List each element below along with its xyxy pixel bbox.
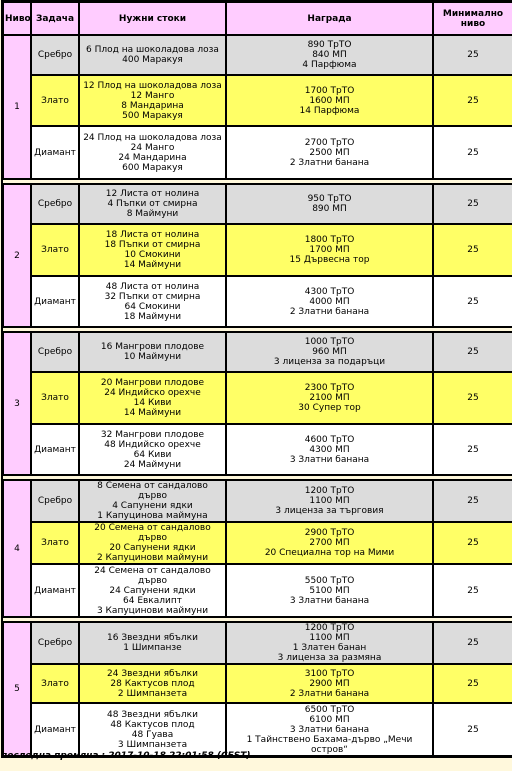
goods-cell: [79, 126, 226, 179]
goods-line: 10 Маймуни: [123, 352, 182, 362]
goods-line: 400 Маракуя: [122, 55, 183, 65]
goods-line: 24 Звездни ябълки: [107, 668, 198, 679]
table-row: [3, 332, 512, 372]
reward-line: 5500 ТрТО: [304, 575, 355, 586]
goods-line: 3 Капуцинови маймуни: [96, 605, 209, 616]
table-row: [3, 224, 512, 276]
goods-line: 24 Индийско орехче: [104, 388, 201, 398]
reward-line: 890 МП: [312, 204, 347, 214]
table-row: [3, 622, 512, 664]
reward-cell: [226, 35, 433, 75]
reward-line: 1800 ТрТО: [304, 235, 355, 245]
goods-line: 48 Индийско орехче: [104, 439, 201, 450]
reward-cell: [226, 564, 433, 617]
min-level-cell: 25: [433, 622, 512, 664]
table-row: [3, 35, 512, 75]
goods-line: 20 Сапунени ядки: [109, 543, 196, 553]
reward-line: 1700 ТрТО: [304, 85, 355, 96]
reward-line: 2 Златни банана: [289, 306, 370, 317]
header-goods: Нужни стоки: [79, 2, 226, 35]
reward-cell: [226, 703, 433, 756]
min-level-cell: 25: [433, 75, 512, 126]
level-cell: 2: [3, 184, 31, 327]
reward-cell: [226, 480, 433, 522]
reward-line: 1700 МП: [309, 245, 350, 255]
goods-line: 20 Семена от сандалово: [94, 523, 211, 533]
min-level-cell: 25: [433, 424, 512, 475]
goods-line: 24 Мандарина: [118, 152, 187, 163]
reward-line: 960 МП: [312, 347, 347, 357]
min-level-cell: 25: [433, 372, 512, 424]
table-row: [3, 372, 512, 424]
goods-line: дърво: [137, 575, 168, 586]
task-cell: Диамант: [31, 424, 79, 475]
goods-line: 20 Мангрови плодове: [100, 378, 205, 388]
goods-cell: [79, 35, 226, 75]
min-level-cell: 25: [433, 276, 512, 327]
table-row: [3, 703, 512, 756]
table-row: [3, 664, 512, 703]
goods-line: 12 Листа от нолина: [105, 189, 200, 199]
goods-line: 3 Шимпанзета: [117, 739, 188, 750]
level-cell: 1: [3, 35, 31, 179]
min-level-cell: 25: [433, 564, 512, 617]
reward-line: 3 лиценза за размяна: [277, 653, 382, 663]
reward-line: 30 Супер тор: [298, 403, 361, 413]
goods-line: 12 Плод на шоколадова лоза: [83, 80, 222, 91]
goods-line: 8 Семена от сандалово: [97, 481, 208, 491]
goods-line: 4 Пъпки от смирна: [107, 199, 198, 209]
table-row: [3, 564, 512, 617]
goods-line: 24 Маймуни: [123, 459, 182, 470]
task-cell: Сребро: [31, 622, 79, 664]
task-cell: Диамант: [31, 564, 79, 617]
table-row: [3, 126, 512, 179]
goods-line: 2 Капуцинови маймуни: [96, 553, 209, 563]
table-row: [3, 75, 512, 126]
reward-line: 840 МП: [312, 50, 347, 60]
reward-line: 1200 ТрТО: [304, 623, 355, 633]
goods-cell: [79, 480, 226, 522]
goods-line: 48 Листа от нолина: [105, 281, 200, 292]
task-cell: Злато: [31, 522, 79, 564]
goods-line: 24 Семена от сандалово: [94, 565, 211, 576]
last-modified-footer: последна промяна : 2017-10-18 22:01:58 (CEST): [1, 751, 251, 761]
goods-line: 32 Пъпки от смирна: [104, 291, 201, 302]
reward-line: 20 Специална тор на Мими: [264, 548, 395, 558]
reward-line: 1000 ТрТО: [304, 337, 355, 347]
goods-line: 2 Шимпанзета: [117, 688, 188, 699]
reward-line: 4300 МП: [309, 444, 350, 455]
goods-cell: [79, 75, 226, 126]
reward-line: остров“: [311, 744, 348, 755]
task-cell: Сребро: [31, 332, 79, 372]
goods-line: 18 Листа от нолина: [105, 230, 200, 240]
goods-line: 32 Мангрови плодове: [100, 429, 205, 440]
reward-line: 2900 МП: [309, 678, 350, 689]
header-reward: Награда: [226, 2, 433, 35]
goods-line: 64 Евкалипт: [123, 595, 182, 606]
min-level-cell: 25: [433, 664, 512, 703]
reward-line: 1100 МП: [309, 633, 350, 643]
goods-cell: [79, 703, 226, 756]
min-level-cell: 25: [433, 480, 512, 522]
reward-line: 1600 МП: [309, 95, 350, 106]
reward-line: 3 Златни банана: [289, 595, 370, 606]
quest-table: [1, 0, 512, 758]
goods-line: 16 Мангрови плодове: [100, 342, 205, 352]
reward-line: 1 Златен банан: [292, 643, 367, 653]
reward-cell: [226, 664, 433, 703]
goods-cell: [79, 664, 226, 703]
reward-line: 2900 ТрТО: [304, 528, 355, 538]
goods-line: 12 Манго: [130, 90, 175, 101]
reward-line: 3 лиценза за търговия: [275, 506, 384, 516]
goods-line: 4 Сапунени ядки: [112, 501, 193, 511]
min-level-cell: 25: [433, 224, 512, 276]
reward-line: 4300 ТрТО: [304, 286, 355, 297]
table-body: [3, 35, 512, 756]
reward-line: 4 Парфюма: [302, 60, 357, 70]
goods-line: 64 Смокини: [124, 301, 181, 312]
goods-line: 6 Плод на шоколадова лоза: [86, 45, 219, 55]
reward-cell: [226, 75, 433, 126]
reward-cell: [226, 276, 433, 327]
goods-line: дърво: [137, 491, 168, 501]
goods-cell: [79, 332, 226, 372]
reward-cell: [226, 332, 433, 372]
goods-cell: [79, 424, 226, 475]
goods-line: 14 Маймуни: [123, 408, 182, 418]
min-level-cell: 25: [433, 332, 512, 372]
reward-line: 1200 ТрТО: [304, 486, 355, 496]
reward-cell: [226, 424, 433, 475]
goods-line: 8 Маймуни: [126, 209, 179, 219]
goods-line: 14 Киви: [133, 398, 172, 408]
task-cell: Сребро: [31, 35, 79, 75]
task-cell: Диамант: [31, 703, 79, 756]
reward-line: 3 Златни банана: [289, 724, 370, 735]
reward-line: 4000 МП: [309, 296, 350, 307]
header-min-level: Минимално ниво: [433, 2, 512, 35]
reward-cell: [226, 522, 433, 564]
reward-line: 1100 МП: [309, 496, 350, 506]
goods-line: 18 Маймуни: [123, 311, 182, 322]
goods-cell: [79, 224, 226, 276]
goods-line: 48 Гуава: [131, 729, 174, 740]
reward-line: 2700 МП: [309, 538, 350, 548]
table-row: [3, 184, 512, 224]
goods-cell: [79, 184, 226, 224]
goods-cell: [79, 564, 226, 617]
level-cell: 5: [3, 622, 31, 756]
reward-cell: [226, 126, 433, 179]
reward-line: 1 Тайнствено Бахама-дърво „Мечи: [246, 734, 413, 745]
table-row: [3, 276, 512, 327]
goods-cell: [79, 276, 226, 327]
goods-line: 24 Плод на шоколадова лоза: [83, 132, 222, 143]
reward-line: 3 лиценза за подаръци: [273, 357, 386, 367]
task-cell: Злато: [31, 664, 79, 703]
goods-line: 24 Манго: [130, 142, 175, 153]
goods-cell: [79, 372, 226, 424]
reward-line: 2100 МП: [309, 393, 350, 403]
min-level-cell: 25: [433, 35, 512, 75]
reward-line: 3100 ТрТО: [304, 668, 355, 679]
header-task: Задача: [31, 2, 79, 35]
goods-line: 48 Кактусов плод: [110, 719, 195, 730]
reward-line: 2 Златни банана: [289, 157, 370, 168]
goods-line: 8 Мандарина: [121, 100, 184, 111]
min-level-cell: 25: [433, 703, 512, 756]
task-cell: Диамант: [31, 126, 79, 179]
goods-line: 1 Капуцинова маймуна: [97, 511, 208, 521]
reward-line: 890 ТрТО: [307, 40, 352, 50]
reward-line: 14 Парфюма: [299, 105, 360, 116]
reward-line: 950 ТрТО: [307, 194, 352, 204]
goods-line: 10 Смокини: [124, 250, 181, 260]
goods-line: 500 Маракуя: [122, 110, 183, 121]
goods-cell: [79, 622, 226, 664]
level-cell: 4: [3, 480, 31, 617]
reward-cell: [226, 184, 433, 224]
goods-cell: [79, 522, 226, 564]
goods-line: 24 Сапунени ядки: [109, 585, 196, 596]
reward-cell: [226, 372, 433, 424]
table-row: [3, 424, 512, 475]
task-cell: Диамант: [31, 276, 79, 327]
min-level-cell: 25: [433, 522, 512, 564]
reward-line: 6500 ТрТО: [304, 704, 355, 715]
reward-line: 2700 ТрТО: [304, 137, 355, 148]
goods-line: 600 Маракуя: [122, 162, 183, 173]
goods-line: дърво: [137, 533, 168, 543]
min-level-cell: 25: [433, 126, 512, 179]
table-row: [3, 522, 512, 564]
task-cell: Злато: [31, 372, 79, 424]
header-level: Ниво: [3, 2, 31, 35]
goods-line: 16 Звездни ябълки: [107, 633, 198, 643]
reward-cell: [226, 622, 433, 664]
task-cell: Злато: [31, 75, 79, 126]
goods-line: 48 Звездни ябълки: [107, 709, 198, 720]
reward-line: 6100 МП: [309, 714, 350, 725]
level-cell: 3: [3, 332, 31, 475]
reward-line: 15 Дървесна тор: [289, 255, 370, 265]
goods-line: 28 Кактусов плод: [110, 678, 195, 689]
table-row: [3, 480, 512, 522]
goods-line: 64 Киви: [133, 449, 172, 460]
goods-line: 1 Шимпанзе: [123, 643, 182, 653]
task-cell: Злато: [31, 224, 79, 276]
goods-line: 14 Маймуни: [123, 260, 182, 270]
reward-line: 3 Златни банана: [289, 454, 370, 465]
min-level-cell: 25: [433, 184, 512, 224]
header-row: [3, 2, 512, 35]
reward-line: 2 Златни банана: [289, 688, 370, 699]
reward-cell: [226, 224, 433, 276]
reward-line: 4600 ТрТО: [304, 434, 355, 445]
task-cell: Сребро: [31, 480, 79, 522]
reward-line: 5100 МП: [309, 585, 350, 596]
goods-line: 18 Пъпки от смирна: [104, 240, 201, 250]
reward-line: 2300 ТрТО: [304, 383, 355, 393]
task-cell: Сребро: [31, 184, 79, 224]
reward-line: 2500 МП: [309, 147, 350, 158]
